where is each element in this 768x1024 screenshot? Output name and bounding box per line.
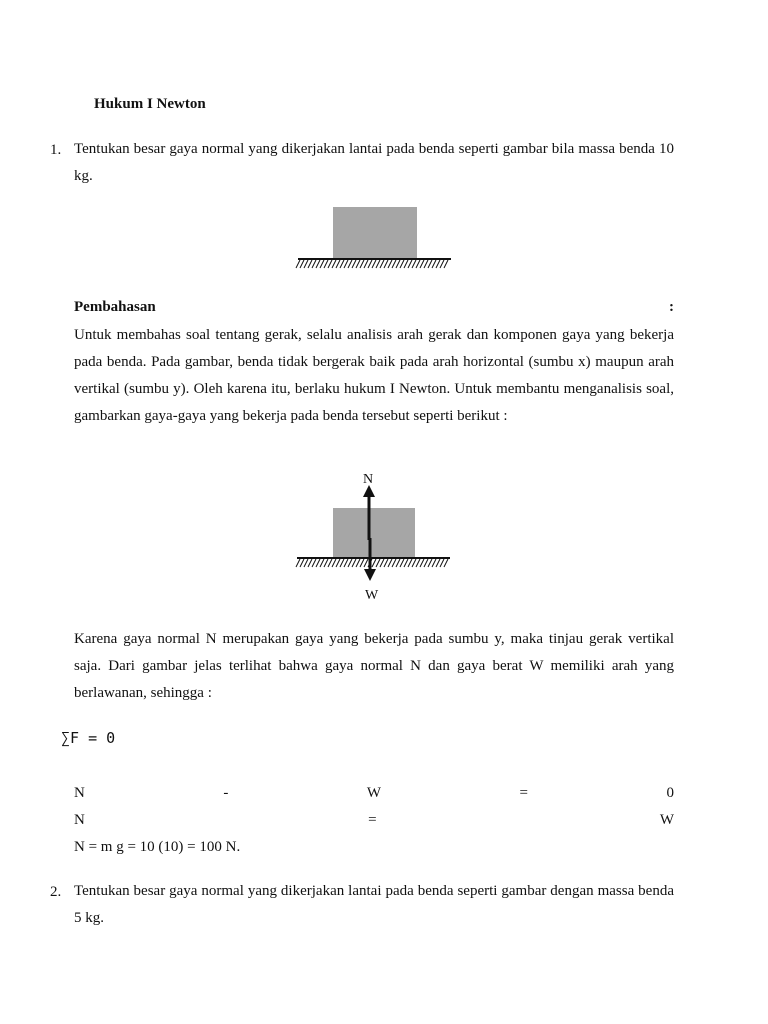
page-title: Hukum I Newton — [94, 96, 206, 112]
eq-term: W — [659, 812, 674, 828]
normal-force-label: N — [363, 472, 374, 487]
equation-row-1 — [74, 785, 674, 802]
eq-term: N — [74, 785, 85, 801]
block-on-floor-figure — [290, 200, 460, 275]
solution-heading: Pembahasan — [74, 299, 156, 315]
eq-term: = — [368, 812, 377, 828]
equation-row-2 — [74, 812, 674, 829]
sum-force-equation: ∑F = 0 — [61, 729, 116, 747]
solution-paragraph-2: Karena gaya normal N merupakan gaya yang bekerja pada sumbu y, maka tinjau gerak vertikal saja. Dari gambar jelas terlihat bahwa gaya normal N dan gaya berat W memiliki arah yang berlawanan, sehingga : — [74, 631, 674, 701]
force-diagram — [290, 468, 460, 608]
block — [333, 207, 417, 259]
eq-term: = — [519, 785, 528, 801]
eq-term: N — [74, 812, 85, 828]
solution-paragraph-1: Untuk membahas soal tentang gerak, selalu analisis arah gerak dan komponen gaya yang bekerja pada benda. Pada gambar, benda tidak bergerak baik pada arah horizontal (sumbu x) maupun arah vertikal (sumbu y). Oleh karena itu, berlaku hukum I Newton. Untuk membantu menganalisis soal, gambarkan gaya-gaya yang bekerja pada benda tersebut seperti berikut : — [74, 327, 674, 424]
question-1-number: 1. — [50, 142, 62, 158]
floor-hatching — [296, 559, 448, 567]
question-2-number: 2. — [50, 884, 62, 900]
eq-term: W — [366, 785, 382, 801]
block — [333, 508, 415, 558]
weight-force-label: W — [365, 588, 379, 603]
eq-term: 0 — [666, 785, 674, 801]
solution-heading-row — [74, 299, 674, 316]
floor-hatching — [296, 260, 448, 268]
equation-result: N = m g = 10 (10) = 100 N. — [74, 839, 241, 855]
question-1-text: Tentukan besar gaya normal yang dikerjakan lantai pada benda seperti gambar bila massa benda 10 kg. — [74, 141, 674, 184]
solution-heading-colon: : — [669, 299, 674, 315]
question-2-text: Tentukan besar gaya normal yang dikerjakan lantai pada benda seperti gambar dengan massa benda 5 kg. — [74, 883, 674, 926]
eq-term: - — [223, 785, 229, 801]
